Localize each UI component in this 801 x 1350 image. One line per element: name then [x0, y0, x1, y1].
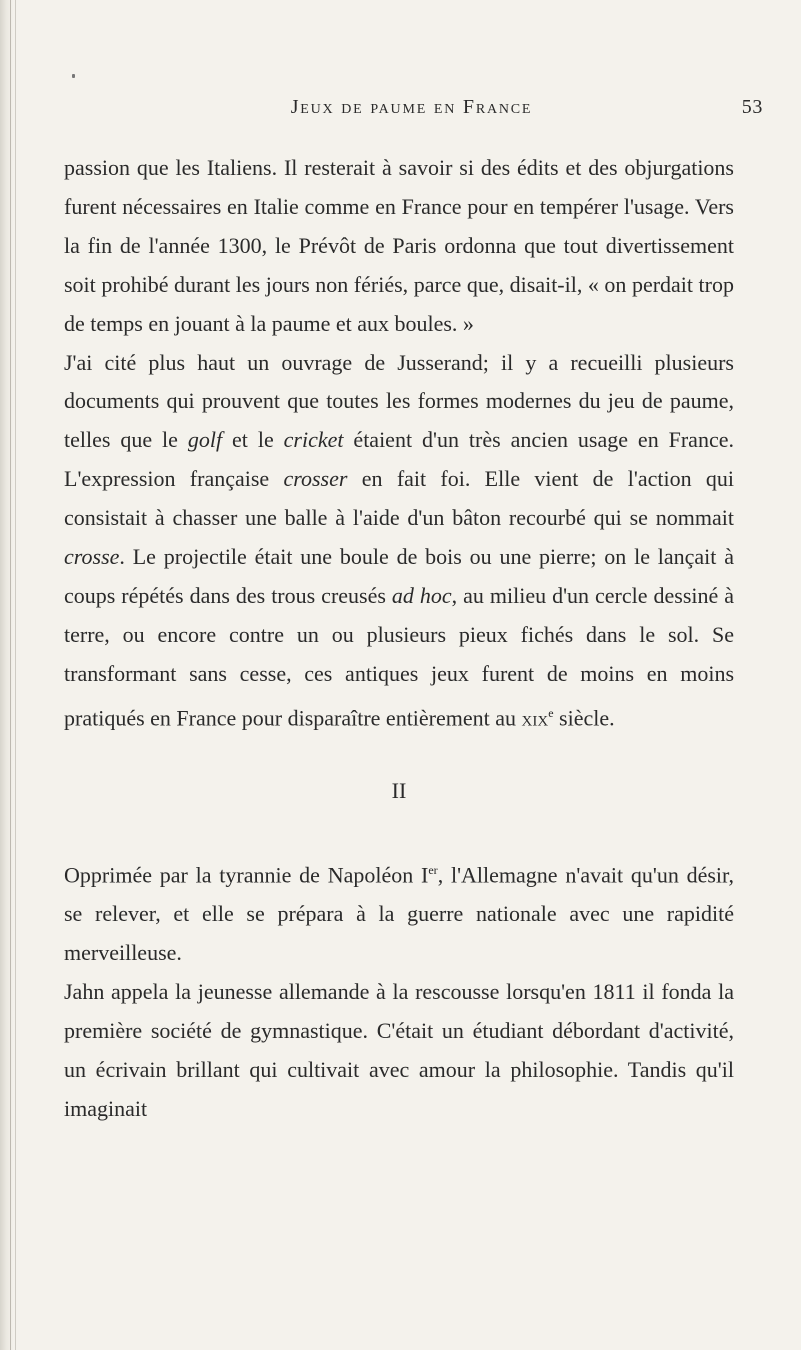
- superscript: er: [428, 862, 438, 877]
- century-numeral: xix: [521, 705, 549, 731]
- paragraph-text: et le: [222, 427, 284, 453]
- binding-line-inner: [15, 0, 16, 1350]
- paragraph-text: Jahn appela la jeunesse allemande à la rescousse lorsqu'en 1811 il fonda la première société de gymnastique. C'était un étudiant débordant d'activité, un écrivain brillant qui cultivait avec amour la philosophie. Tandis qu'il imaginait: [64, 978, 734, 1121]
- paragraph-1: [64, 149, 734, 344]
- paragraph-text: J'ai cité plus haut un ouvrage de Jusserand; il y a recueilli plusieurs documents qui prouvent que toutes les formes modernes du jeu de paume, telles que le: [64, 349, 734, 453]
- paragraph-text: passion que les Italiens. Il resterait à savoir si des édits et des objurgations furent nécessaires en Italie comme en France pour en tempérer l'usage. Vers la fin de l'année 1300, le Prévôt de Paris ordonna que tout divertissement soit prohibé durant les jours non fériés, parce que, disait-il, « on perdait trop de temps en jouant à la paume et aux boules. »: [64, 155, 734, 336]
- paragraph-2: [64, 344, 734, 738]
- paragraph-text: , l'Allemagne n'avait qu'un désir, se relever, et elle se prépara à la guerre nationale avec une rapidité merveilleuse.: [64, 862, 734, 965]
- page-header: [60, 96, 763, 126]
- section-numeral: II: [391, 777, 407, 803]
- page-number: 53: [741, 96, 763, 118]
- paragraph-3: [64, 851, 734, 973]
- paragraph-text: siècle.: [553, 705, 615, 731]
- ink-speck: [72, 74, 75, 78]
- binding-line: [10, 0, 11, 1350]
- running-title: Jeux de paume en France: [290, 96, 533, 118]
- superscript: e: [548, 705, 554, 720]
- paragraph-text: . Le projectile était une boule de bois ou une pierre; on le lançait à coups répétés dans des trous creusés: [64, 544, 734, 608]
- paragraph-4: [64, 973, 734, 1129]
- paragraph-text: Opprimée par la tyrannie de Napoléon I: [64, 862, 429, 888]
- paragraph-text: étaient d'un très ancien usage en France. L'expression française: [64, 427, 734, 492]
- binding-edge: [0, 0, 14, 1350]
- italic-term-crosse: crosse: [64, 544, 120, 570]
- italic-term-ad-hoc: ad hoc: [391, 582, 452, 608]
- italic-term-crosser: crosser: [283, 466, 348, 492]
- paragraph-text: en fait foi. Elle vient de l'action qui consistait à chasser une balle à l'aide d'un bâton recourbé qui se nommait: [64, 466, 734, 531]
- body-text: [64, 149, 734, 1129]
- paragraph-text: , au milieu d'un cercle dessiné à terre, ou encore contre un ou plusieurs pieux fichés dans le sol. Se transformant sans cesse, ces antiques jeux furent de moins en moins pratiqués en France pour disparaître entièrement au: [64, 582, 735, 731]
- italic-term-golf: golf: [187, 427, 223, 453]
- italic-term-cricket: cricket: [283, 427, 344, 453]
